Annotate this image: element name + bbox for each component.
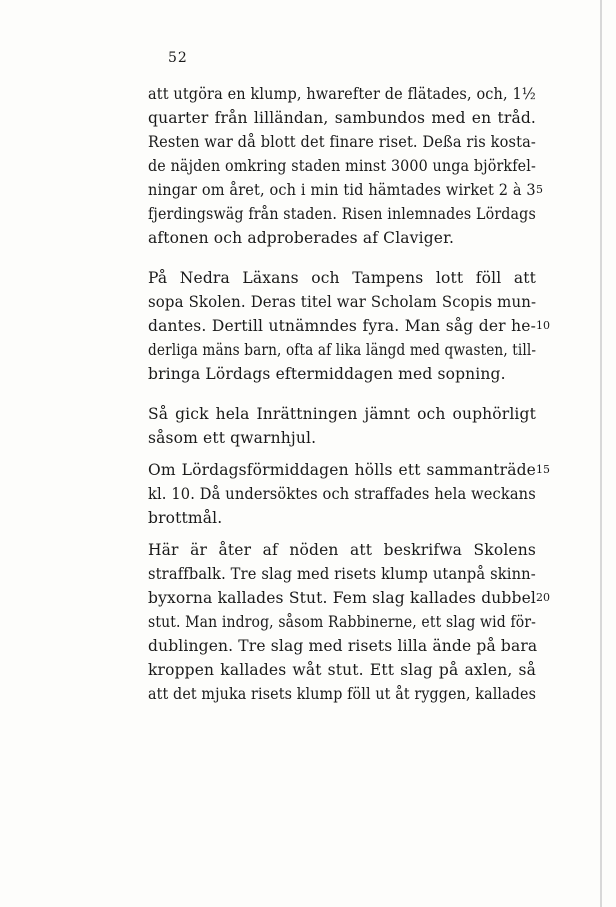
margin-line-number: 5 (536, 183, 543, 196)
margin-line-number: 15 (536, 463, 550, 476)
text-line (148, 154, 548, 178)
text-line-content: byxorna kallades Stut. Fem slag kallades dubbel (148, 589, 536, 607)
text-line-content: sopa Skolen. Deras titel war Scholam Scopis mun- (148, 293, 537, 311)
text-line (148, 458, 548, 482)
text-line (148, 266, 548, 290)
text-line-content: straffbalk. Tre slag med risets klump utanpå skinn- (148, 565, 536, 583)
text-line (148, 106, 548, 130)
text-line-content: att utgöra en klump, hwarefter de flätades, och, 1½ (148, 85, 536, 103)
text-line (148, 658, 548, 682)
text-line-content: Om Lördagsförmiddagen hölls ett sammanträde (148, 461, 536, 479)
text-line-content: Här är åter af nöden att beskrifwa Skolens (148, 541, 536, 559)
text-line (148, 586, 548, 610)
text-line-content: bringa Lördags eftermiddagen med sopning. (148, 365, 506, 383)
page-edge (600, 0, 602, 907)
text-line-content: stut. Man indrog, såsom Rabbinerne, ett slag wid för- (148, 613, 537, 631)
text-line-content: Resten war då blott det finare riset. Deßa ris kosta- (148, 133, 536, 151)
text-line (148, 314, 548, 338)
text-line-content: dublingen. Tre slag med risets lilla ände på bara (148, 637, 538, 655)
text-line-content: På Nedra Läxans och Tampens lott föll att (148, 269, 536, 287)
text-line-content: såsom ett qwarnhjul. (148, 429, 317, 447)
text-line (148, 538, 548, 562)
text-line (148, 482, 548, 506)
text-line-content: derliga mäns barn, ofta af lika längd med qwasten, till- (148, 341, 537, 359)
text-line (148, 82, 548, 106)
text-line (148, 506, 548, 530)
text-line-content: fjerdingswäg från staden. Risen inlemnades Lördags (148, 205, 536, 223)
text-line (148, 362, 548, 386)
text-line (148, 610, 548, 634)
text-line-content: quarter från lilländan, sambundos med en tråd. (148, 109, 536, 127)
text-line (148, 226, 548, 250)
text-line (148, 402, 548, 426)
text-line-content: de näjden omkring staden minst 3000 unga björkfel- (148, 157, 536, 175)
text-line (148, 338, 548, 362)
margin-line-number: 20 (536, 591, 550, 604)
text-line-content: aftonen och adproberades af Claviger. (148, 229, 455, 247)
text-line (148, 682, 548, 706)
page-number: 52 (168, 50, 188, 66)
text-line-content: Så gick hela Inrättningen jämnt och ouphörligt (148, 405, 536, 423)
text-line-content: kroppen kallades wåt stut. Ett slag på axlen, så (148, 661, 536, 679)
text-line (148, 202, 548, 226)
text-line (148, 130, 548, 154)
margin-line-number: 10 (536, 319, 550, 332)
text-line (148, 178, 548, 202)
text-line-content: dantes. Dertill utnämndes fyra. Man såg der he- (148, 317, 536, 335)
text-line (148, 426, 548, 450)
text-line-content: att det mjuka risets klump föll ut åt ryggen, kallades (148, 685, 537, 703)
text-line-content: kl. 10. Då undersöktes och straffades hela weckans (148, 485, 536, 503)
text-line (148, 634, 548, 658)
text-line (148, 562, 548, 586)
text-line-content: ningar om året, och i min tid hämtades wirket 2 à 3 (148, 181, 536, 199)
text-line (148, 290, 548, 314)
text-line-content: brottmål. (148, 509, 223, 527)
